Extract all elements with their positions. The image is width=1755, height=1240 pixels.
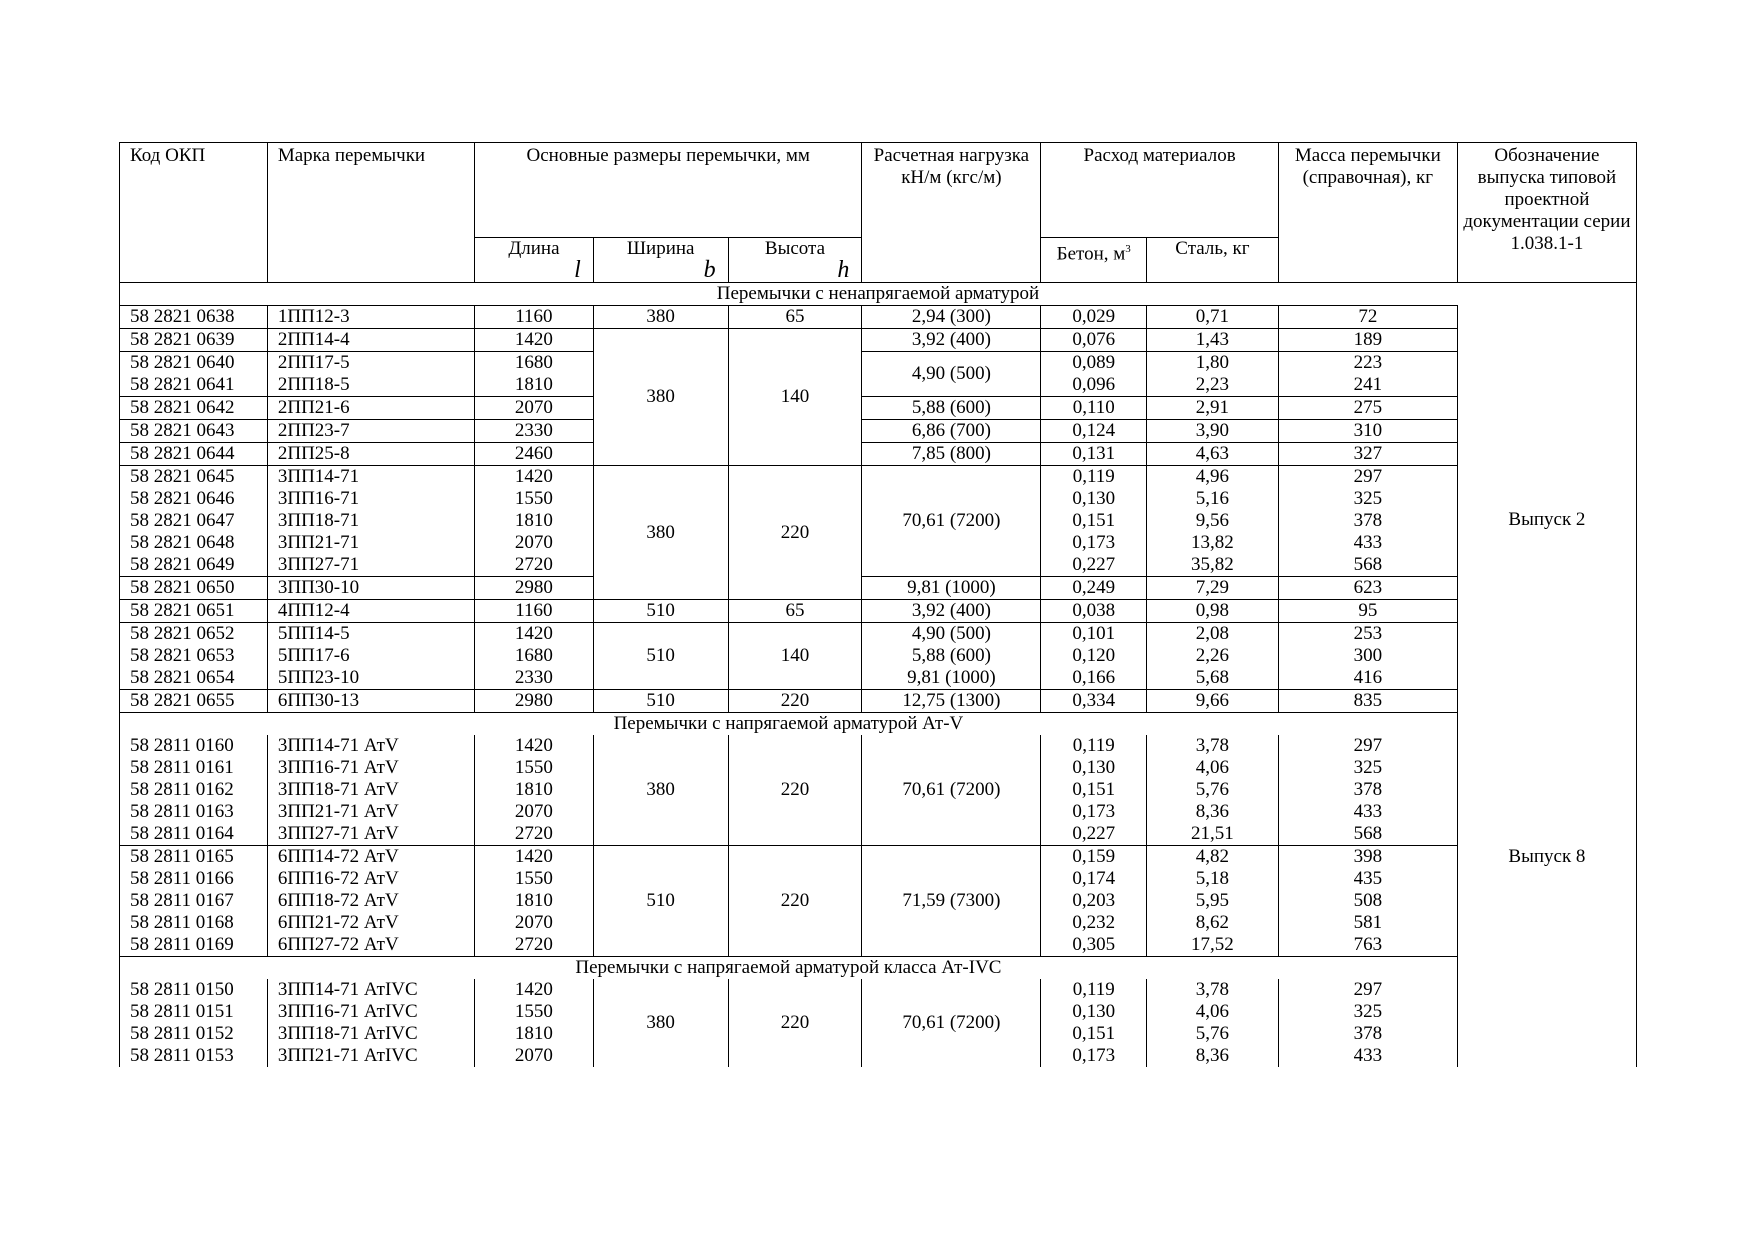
cell-concrete: 0,119	[1041, 466, 1147, 489]
cell-mark: 6ПП27-72 АтV	[267, 934, 474, 957]
cell-okp: 58 2811 0169	[120, 934, 268, 957]
cell-okp: 58 2821 0644	[120, 443, 268, 466]
cell-okp: 58 2821 0651	[120, 600, 268, 623]
cell-mass: 435	[1278, 868, 1457, 890]
cell-width: 510	[593, 600, 728, 623]
cell-mass: 95	[1278, 600, 1457, 623]
header-concrete: Бетон, $м^3$	[1041, 238, 1147, 283]
cell-load: 71,59 (7300)	[862, 846, 1041, 957]
cell-concrete: 0,130	[1041, 757, 1147, 779]
cell-okp: 58 2811 0164	[120, 823, 268, 846]
cell-length: 2330	[475, 667, 594, 690]
cell-mass: 300	[1278, 645, 1457, 667]
table-row	[120, 577, 1637, 600]
cell-height: 140	[728, 329, 862, 466]
cell-length: 2070	[475, 397, 594, 420]
table-row	[120, 690, 1637, 713]
cell-steel: 8,36	[1147, 801, 1279, 823]
cell-load: 2,94 (300)	[862, 306, 1041, 329]
cell-mark: 6ПП16-72 АтV	[267, 868, 474, 890]
cell-concrete: 0,159	[1041, 846, 1147, 869]
cell-width: 510	[593, 846, 728, 957]
cell-mass: 275	[1278, 397, 1457, 420]
cell-concrete: 0,151	[1041, 779, 1147, 801]
cell-mark: 3ПП14-71 АтV	[267, 735, 474, 757]
cell-mass: 72	[1278, 306, 1457, 329]
table-row	[120, 306, 1637, 329]
cell-concrete: 0,119	[1041, 979, 1147, 1001]
cell-okp: 58 2811 0162	[120, 779, 268, 801]
cell-concrete: 0,096	[1041, 374, 1147, 397]
cell-okp: 58 2821 0641	[120, 374, 268, 397]
cell-height: 220	[728, 690, 862, 713]
cell-steel: 8,62	[1147, 912, 1279, 934]
cell-steel: 8,36	[1147, 1045, 1279, 1067]
cell-steel: 21,51	[1147, 823, 1279, 846]
cell-mass: 433	[1278, 1045, 1457, 1067]
cell-concrete: 0,166	[1041, 667, 1147, 690]
cell-length: 2070	[475, 801, 594, 823]
cell-okp: 58 2821 0638	[120, 306, 268, 329]
cell-width: 380	[593, 466, 728, 600]
cell-okp: 58 2811 0153	[120, 1045, 268, 1067]
cell-width: 380	[593, 306, 728, 329]
cell-steel: 35,82	[1147, 554, 1279, 577]
cell-mass: 325	[1278, 1001, 1457, 1023]
cell-mass: 433	[1278, 532, 1457, 554]
cell-mass: 241	[1278, 374, 1457, 397]
header-length: Длина l	[475, 238, 594, 283]
cell-steel: 1,80	[1147, 352, 1279, 375]
cell-width: 510	[593, 690, 728, 713]
cell-steel: 17,52	[1147, 934, 1279, 957]
cell-doc: Выпуск 2	[1457, 306, 1636, 736]
table-row	[120, 397, 1637, 420]
cell-concrete: 0,076	[1041, 329, 1147, 352]
cell-okp: 58 2811 0163	[120, 801, 268, 823]
cell-mass: 568	[1278, 823, 1457, 846]
cell-okp: 58 2821 0645	[120, 466, 268, 489]
cell-steel: 0,71	[1147, 306, 1279, 329]
cell-steel: 5,76	[1147, 779, 1279, 801]
cell-length: 1420	[475, 623, 594, 646]
cell-okp: 58 2811 0167	[120, 890, 268, 912]
cell-length: 1420	[475, 846, 594, 869]
cell-height: 220	[728, 735, 862, 846]
cell-mass: 223	[1278, 352, 1457, 375]
table-row	[120, 600, 1637, 623]
cell-steel: 7,29	[1147, 577, 1279, 600]
table-row	[120, 667, 1637, 690]
cell-length: 1550	[475, 1001, 594, 1023]
cell-okp: 58 2811 0165	[120, 846, 268, 869]
cell-load: 3,92 (400)	[862, 329, 1041, 352]
cell-doc: Выпуск 8	[1457, 735, 1636, 979]
cell-width: 380	[593, 979, 728, 1067]
table-row	[120, 443, 1637, 466]
cell-length: 1160	[475, 306, 594, 329]
section-title: Перемычки с ненапрягаемой арматурой	[120, 283, 1637, 306]
cell-mass: 398	[1278, 846, 1457, 869]
cell-length: 1420	[475, 329, 594, 352]
cell-mark: 6ПП30-13	[267, 690, 474, 713]
cell-steel: 4,82	[1147, 846, 1279, 869]
cell-steel: 3,90	[1147, 420, 1279, 443]
cell-mass: 378	[1278, 510, 1457, 532]
cell-steel: 5,76	[1147, 1023, 1279, 1045]
cell-length: 1550	[475, 757, 594, 779]
cell-length: 2720	[475, 554, 594, 577]
cell-length: 2980	[475, 577, 594, 600]
cell-load: 3,92 (400)	[862, 600, 1041, 623]
cell-concrete: 0,173	[1041, 1045, 1147, 1067]
cell-height: 220	[728, 466, 862, 600]
cell-mark: 3ПП16-71	[267, 488, 474, 510]
cell-length: 1810	[475, 374, 594, 397]
cell-doc-empty	[1457, 979, 1636, 1067]
cell-okp: 58 2811 0151	[120, 1001, 268, 1023]
cell-length: 2720	[475, 934, 594, 957]
cell-okp: 58 2821 0648	[120, 532, 268, 554]
table-row	[120, 623, 1637, 646]
cell-concrete: 0,173	[1041, 801, 1147, 823]
cell-mark: 3ПП16-71 АтIVC	[267, 1001, 474, 1023]
cell-steel: 5,16	[1147, 488, 1279, 510]
cell-steel: 9,66	[1147, 690, 1279, 713]
cell-mark: 3ПП14-71	[267, 466, 474, 489]
cell-okp: 58 2811 0168	[120, 912, 268, 934]
cell-steel: 4,63	[1147, 443, 1279, 466]
cell-okp: 58 2821 0646	[120, 488, 268, 510]
cell-mass: 416	[1278, 667, 1457, 690]
cell-length: 1550	[475, 868, 594, 890]
cell-steel: 4,96	[1147, 466, 1279, 489]
table-row	[120, 979, 1637, 1001]
cell-load: 6,86 (700)	[862, 420, 1041, 443]
cell-load: 9,81 (1000)	[862, 577, 1041, 600]
cell-length: 2460	[475, 443, 594, 466]
cell-length: 2070	[475, 1045, 594, 1067]
section-row	[120, 957, 1637, 980]
cell-steel: 5,18	[1147, 868, 1279, 890]
cell-concrete: 0,249	[1041, 577, 1147, 600]
cell-okp: 58 2821 0650	[120, 577, 268, 600]
section-row	[120, 283, 1637, 306]
cell-mark: 6ПП18-72 АтV	[267, 890, 474, 912]
cell-steel: 5,95	[1147, 890, 1279, 912]
cell-okp: 58 2821 0653	[120, 645, 268, 667]
cell-length: 1420	[475, 979, 594, 1001]
cell-steel: 13,82	[1147, 532, 1279, 554]
cell-steel: 5,68	[1147, 667, 1279, 690]
table-row	[120, 420, 1637, 443]
cell-mass: 433	[1278, 801, 1457, 823]
lintels-table	[119, 142, 1637, 1067]
cell-concrete: 0,110	[1041, 397, 1147, 420]
cell-mass: 310	[1278, 420, 1457, 443]
cell-mark: 3ПП18-71 АтV	[267, 779, 474, 801]
cell-length: 1810	[475, 510, 594, 532]
cell-okp: 58 2821 0655	[120, 690, 268, 713]
cell-load: 4,90 (500)	[862, 623, 1041, 646]
cell-width: 510	[593, 623, 728, 690]
cell-length: 1810	[475, 779, 594, 801]
cell-steel: 1,43	[1147, 329, 1279, 352]
cell-mark: 3ПП27-71	[267, 554, 474, 577]
cell-steel: 2,08	[1147, 623, 1279, 646]
cell-concrete: 0,151	[1041, 510, 1147, 532]
cell-length: 1680	[475, 645, 594, 667]
cell-mark: 5ПП14-5	[267, 623, 474, 646]
cell-mark: 4ПП12-4	[267, 600, 474, 623]
cell-mark: 2ПП25-8	[267, 443, 474, 466]
table-row	[120, 645, 1637, 667]
cell-concrete: 0,101	[1041, 623, 1147, 646]
cell-mark: 6ПП14-72 АтV	[267, 846, 474, 869]
cell-mark: 6ПП21-72 АтV	[267, 912, 474, 934]
cell-height: 65	[728, 306, 862, 329]
cell-length: 1420	[475, 735, 594, 757]
cell-mass: 297	[1278, 466, 1457, 489]
cell-concrete: 0,089	[1041, 352, 1147, 375]
cell-mass: 297	[1278, 735, 1457, 757]
cell-mark: 3ПП21-71 АтIVC	[267, 1045, 474, 1067]
table-row	[120, 352, 1637, 375]
cell-load: 70,61 (7200)	[862, 735, 1041, 846]
cell-length: 1810	[475, 890, 594, 912]
cell-mass: 253	[1278, 623, 1457, 646]
cell-concrete: 0,305	[1041, 934, 1147, 957]
cell-concrete: 0,227	[1041, 823, 1147, 846]
table-row	[120, 329, 1637, 352]
cell-okp: 58 2821 0642	[120, 397, 268, 420]
table-row	[120, 846, 1637, 869]
cell-steel: 0,98	[1147, 600, 1279, 623]
cell-load: 70,61 (7200)	[862, 466, 1041, 577]
cell-mark: 3ПП30-10	[267, 577, 474, 600]
cell-mark: 2ПП23-7	[267, 420, 474, 443]
cell-steel: 2,26	[1147, 645, 1279, 667]
header-steel: Сталь, кг	[1147, 238, 1279, 283]
cell-mass: 763	[1278, 934, 1457, 957]
cell-mass: 623	[1278, 577, 1457, 600]
cell-mark: 3ПП16-71 АтV	[267, 757, 474, 779]
cell-mark: 1ПП12-3	[267, 306, 474, 329]
cell-concrete: 0,131	[1041, 443, 1147, 466]
cell-mass: 581	[1278, 912, 1457, 934]
cell-mass: 378	[1278, 1023, 1457, 1045]
header-height: Высота h	[728, 238, 862, 283]
header-mark: Марка перемычки	[267, 143, 474, 283]
cell-steel: 2,91	[1147, 397, 1279, 420]
cell-okp: 58 2821 0654	[120, 667, 268, 690]
cell-concrete: 0,174	[1041, 868, 1147, 890]
cell-height: 140	[728, 623, 862, 690]
cell-load: 5,88 (600)	[862, 397, 1041, 420]
cell-okp: 58 2821 0649	[120, 554, 268, 577]
cell-mark: 2ПП17-5	[267, 352, 474, 375]
cell-mark: 5ПП17-6	[267, 645, 474, 667]
cell-mass: 508	[1278, 890, 1457, 912]
cell-mark: 2ПП18-5	[267, 374, 474, 397]
header-load: Расчетная нагрузка кН/м (кгс/м)	[862, 143, 1041, 283]
cell-okp: 58 2821 0647	[120, 510, 268, 532]
table-body	[120, 283, 1637, 1068]
cell-mass: 835	[1278, 690, 1457, 713]
cell-concrete: 0,232	[1041, 912, 1147, 934]
cell-steel: 4,06	[1147, 757, 1279, 779]
cell-okp: 58 2811 0150	[120, 979, 268, 1001]
cell-concrete: 0,203	[1041, 890, 1147, 912]
cell-okp: 58 2811 0161	[120, 757, 268, 779]
cell-steel: 9,56	[1147, 510, 1279, 532]
cell-mark: 3ПП14-71 АтIVC	[267, 979, 474, 1001]
section-title: Перемычки с напрягаемой арматурой Ат-V	[120, 713, 1458, 736]
cell-mark: 2ПП21-6	[267, 397, 474, 420]
cell-okp: 58 2821 0643	[120, 420, 268, 443]
cell-mark: 3ПП18-71	[267, 510, 474, 532]
cell-okp: 58 2821 0652	[120, 623, 268, 646]
cell-height: 220	[728, 979, 862, 1067]
header-doc: Обозначение выпуска типовой проектной документации серии 1.038.1-1	[1457, 143, 1636, 283]
cell-mark: 2ПП14-4	[267, 329, 474, 352]
cell-length: 2980	[475, 690, 594, 713]
cell-mass: 378	[1278, 779, 1457, 801]
cell-mass: 325	[1278, 757, 1457, 779]
cell-concrete: 0,120	[1041, 645, 1147, 667]
header-okp: Код ОКП	[120, 143, 268, 283]
cell-steel: 3,78	[1147, 979, 1279, 1001]
cell-okp: 58 2821 0639	[120, 329, 268, 352]
cell-load: 7,85 (800)	[862, 443, 1041, 466]
cell-okp: 58 2811 0166	[120, 868, 268, 890]
cell-steel: 4,06	[1147, 1001, 1279, 1023]
cell-mark: 3ПП18-71 АтIVC	[267, 1023, 474, 1045]
section-row	[120, 713, 1637, 736]
cell-concrete: 0,130	[1041, 488, 1147, 510]
cell-steel: 3,78	[1147, 735, 1279, 757]
cell-mark: 5ПП23-10	[267, 667, 474, 690]
cell-mass: 189	[1278, 329, 1457, 352]
cell-concrete: 0,130	[1041, 1001, 1147, 1023]
cell-width: 380	[593, 329, 728, 466]
cell-length: 2070	[475, 912, 594, 934]
section-title: Перемычки с напрягаемой арматурой класса Ат-IVC	[120, 957, 1458, 980]
cell-mark: 3ПП27-71 АтV	[267, 823, 474, 846]
cell-concrete: 0,119	[1041, 735, 1147, 757]
cell-concrete: 0,151	[1041, 1023, 1147, 1045]
cell-load: 4,90 (500)	[862, 352, 1041, 397]
cell-okp: 58 2811 0160	[120, 735, 268, 757]
cell-mark: 3ПП21-71	[267, 532, 474, 554]
cell-concrete: 0,029	[1041, 306, 1147, 329]
cell-length: 2070	[475, 532, 594, 554]
cell-length: 1160	[475, 600, 594, 623]
cell-concrete: 0,124	[1041, 420, 1147, 443]
cell-mark: 3ПП21-71 АтV	[267, 801, 474, 823]
cell-load: 5,88 (600)	[862, 645, 1041, 667]
cell-load: 12,75 (1300)	[862, 690, 1041, 713]
cell-concrete: 0,173	[1041, 532, 1147, 554]
header-width: Ширина b	[593, 238, 728, 283]
cell-mass: 297	[1278, 979, 1457, 1001]
cell-concrete: 0,227	[1041, 554, 1147, 577]
cell-okp: 58 2821 0640	[120, 352, 268, 375]
cell-load: 9,81 (1000)	[862, 667, 1041, 690]
table-row	[120, 735, 1637, 757]
cell-height: 220	[728, 846, 862, 957]
cell-mass: 568	[1278, 554, 1457, 577]
cell-length: 1420	[475, 466, 594, 489]
cell-length: 1810	[475, 1023, 594, 1045]
cell-width: 380	[593, 735, 728, 846]
cell-length: 1550	[475, 488, 594, 510]
header-mass: Масса перемычки (справочная), кг	[1278, 143, 1457, 283]
table-row	[120, 466, 1637, 489]
cell-mass: 327	[1278, 443, 1457, 466]
cell-length: 1680	[475, 352, 594, 375]
header-materials: Расход материалов	[1041, 143, 1278, 238]
cell-concrete: 0,038	[1041, 600, 1147, 623]
cell-steel: 2,23	[1147, 374, 1279, 397]
cell-okp: 58 2811 0152	[120, 1023, 268, 1045]
cell-height: 65	[728, 600, 862, 623]
cell-length: 2330	[475, 420, 594, 443]
cell-load: 70,61 (7200)	[862, 979, 1041, 1067]
cell-length: 2720	[475, 823, 594, 846]
cell-mass: 325	[1278, 488, 1457, 510]
cell-concrete: 0,334	[1041, 690, 1147, 713]
header-sizes: Основные размеры перемычки, мм	[475, 143, 862, 238]
